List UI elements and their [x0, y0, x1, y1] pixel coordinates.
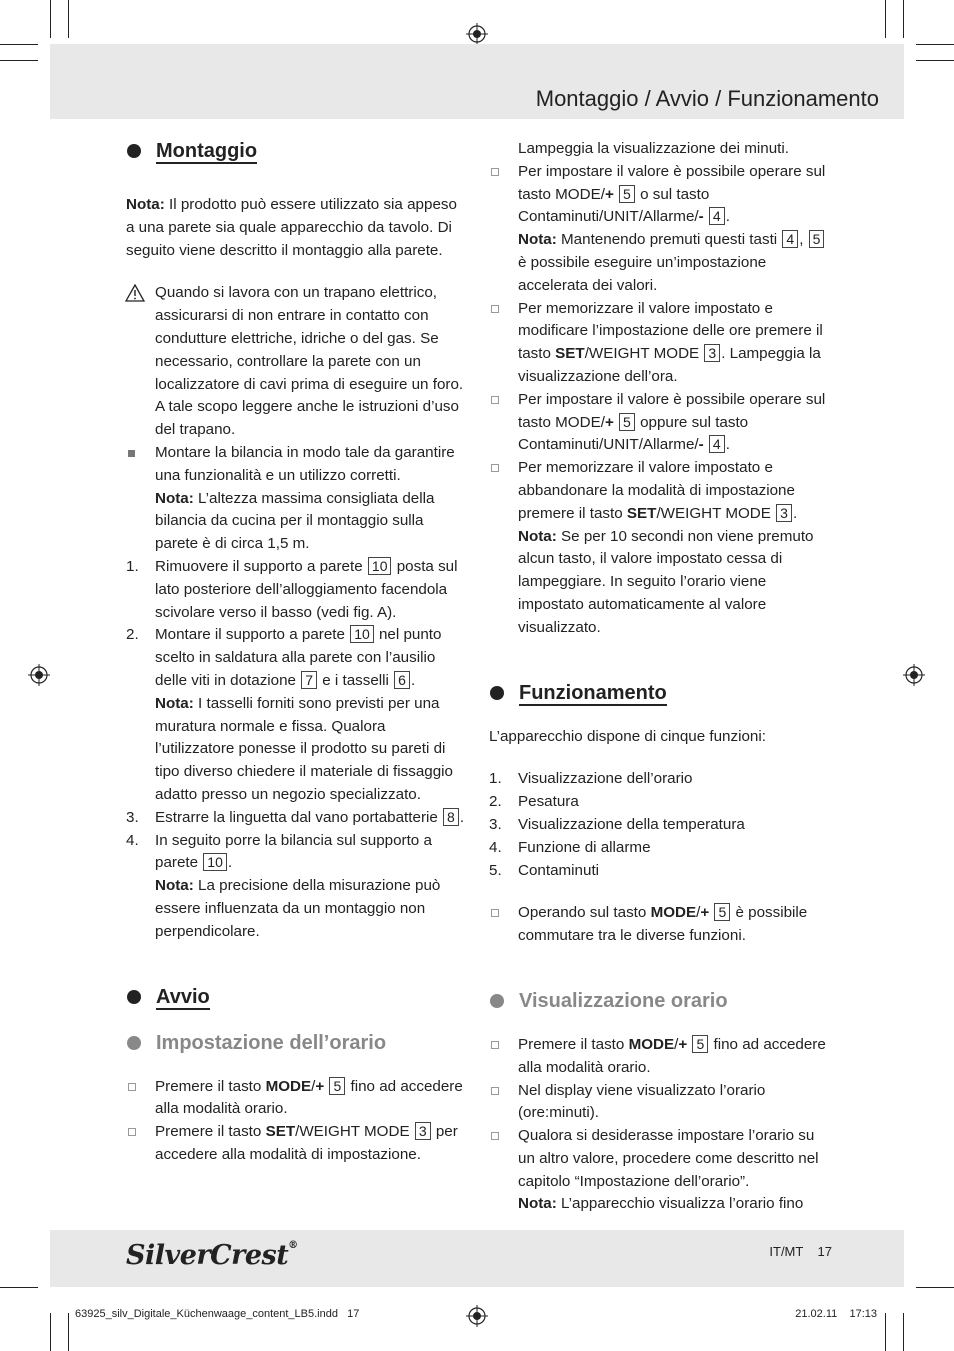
checkbox-item: Premere il tasto SET/WEIGHT MODE 3 per accedere alla modalità di impostazione. [126, 1121, 466, 1167]
reference-number: 10 [368, 557, 392, 575]
function-list-item [489, 791, 834, 814]
reference-number: 5 [619, 413, 635, 431]
checkbox-item: Per memorizzare il valore impostato e abbandonare la modalità di impostazione premere il tasto SET/WEIGHT MODE 3 . Nota: Se per 10 secondi non viene premuto alcun tasto, il valore impostato cessa di lampeggiare. In seguito l’orario viene impostato automaticamente al valore visualizzato. [489, 457, 834, 639]
function-list-number: 1. [489, 770, 502, 788]
crop-mark [885, 0, 886, 38]
reference-number: 3 [415, 1122, 431, 1140]
reference-number: 5 [619, 185, 635, 203]
reference-number: 5 [714, 903, 730, 921]
square-bullet-icon [128, 450, 135, 457]
checkbox-bullet-icon [128, 1083, 136, 1091]
section-heading-funzionamento: Funzionamento [489, 680, 834, 706]
step-item: 4. In seguito porre la bilancia sul supporto a parete 10 . Nota: La precisione della misurazione può essere influenzata da un montaggio non perpendicolare. [126, 831, 441, 940]
crop-mark [0, 44, 38, 45]
function-list-item [489, 860, 834, 883]
continued-line: Lampeggia la visualizzazione dei minuti. [518, 140, 789, 157]
reference-number: 5 [692, 1035, 708, 1053]
crop-mark [916, 1287, 954, 1288]
page-title: Montaggio / Avvio / Funzionamento [535, 86, 879, 111]
crop-mark [903, 0, 904, 38]
page-number: IT/MT 17 [769, 1244, 832, 1259]
crop-mark [916, 44, 954, 45]
checkbox-bullet-icon [491, 168, 499, 176]
right-column [489, 138, 834, 1216]
left-column [126, 138, 466, 1167]
checkbox-bullet-icon [491, 909, 499, 917]
checkbox-item: Per memorizzare il valore impostato e modificare l’impostazione delle ore premere il tasto SET/WEIGHT MODE 3 . Lampeggia la visualizzazione dell’ora. [489, 298, 834, 389]
funzionamento-intro: L’apparecchio dispone di cinque funzioni: [489, 727, 766, 745]
section-heading-montaggio: Montaggio [126, 138, 466, 164]
reference-number: 5 [809, 230, 825, 248]
checkbox-item: Premere il tasto MODE/+ 5 fino ad accedere alla modalità orario. [126, 1076, 466, 1122]
function-list-label: Visualizzazione dell’orario [518, 770, 693, 788]
crop-mark [68, 1313, 69, 1351]
registration-mark-icon [28, 664, 50, 686]
reference-number: 6 [394, 671, 410, 689]
reference-number: 5 [329, 1077, 345, 1095]
warning-item: Quando si lavora con un trapano elettrico, assicurarsi di non entrare in contatto con condutture elettriche, idriche o del gas. Se necessario, controllare la parete con un localizzatore di cavi prima di eseguire un foro. A tale scopo leggere anche le istruzioni d’uso del trapano. [126, 282, 466, 442]
crop-mark [0, 60, 38, 61]
checkbox-bullet-icon [491, 1087, 499, 1095]
reference-number: 10 [350, 625, 374, 643]
function-list-label: Contaminuti [518, 861, 600, 879]
function-list [489, 768, 834, 882]
checkbox-bullet-icon [491, 464, 499, 472]
heading-bullet-icon [127, 144, 141, 158]
crop-mark [50, 0, 51, 38]
function-list-number: 2. [489, 793, 502, 811]
reference-number: 3 [776, 504, 792, 522]
function-list-item [489, 768, 834, 791]
section-heading-avvio: Avvio [126, 984, 466, 1010]
print-date: 21.02.11 17:13 [795, 1308, 877, 1320]
step-item: 1. Rimuovere il supporto a parete 10 posta sul lato posteriore dell’alloggiamento facendola scivolare verso il basso (vedi fig. A). [126, 557, 458, 621]
crop-mark [916, 60, 954, 61]
checkbox-item: Per impostare il valore è possibile operare sul tasto MODE/+ 5 oppure sul tasto Contaminuti/UNIT/Allarme/- 4 . [489, 389, 834, 457]
checkbox-item: Operando sul tasto MODE/+ 5 è possibile commutare tra le diverse funzioni. [489, 902, 834, 948]
step-item: 2. Montare il supporto a parete 10 nel punto scelto in saldatura alla parete con l’ausilio delle viti in dotazione 7 e i tasselli 6 . Nota: I tasselli forniti sono previsti per una muratura normale e fissa. Qualora l’utilizzatore ponesse il prodotto su pareti di tipo diverso chiedere il materiale di fissaggio adatto presso un negozio specializzato. [126, 626, 453, 803]
function-list-number: 5. [489, 861, 502, 879]
reference-number: 4 [709, 207, 725, 225]
checkbox-bullet-icon [491, 1132, 499, 1140]
brand-logo: SilverCrest® [126, 1240, 298, 1271]
checkbox-item: Nel display viene visualizzato l’orario (ore:minuti). [489, 1080, 834, 1126]
checkbox-item: Qualora si desiderasse impostare l’orario su un altro valore, procedere come descritto nel capitolo “Impostazione dell’orario”. Nota: L’apparecchio visualizza l’orario fino [489, 1125, 834, 1216]
bullet-item: Montare la bilancia in modo tale da garantire una funzionalità e un utilizzo corretti. Nota: L’altezza massima consigliata della bilancia da cucina per il montaggio sulla parete è di circa 1,5 m. [126, 442, 466, 556]
checkbox-bullet-icon [491, 1041, 499, 1049]
registration-mark-icon [466, 23, 488, 45]
heading-bullet-icon [490, 686, 504, 700]
registration-mark-icon [466, 1305, 488, 1327]
reference-number: 4 [709, 435, 725, 453]
intro-paragraph: Nota: Il prodotto può essere utilizzato sia appeso a una parete sia quale apparecchio da tavolo. Di seguito viene descritto il montaggio alla parete. [126, 196, 457, 259]
reference-number: 8 [443, 808, 459, 826]
function-list-number: 4. [489, 838, 502, 856]
function-list-item [489, 814, 834, 837]
function-list-label: Funzione di allarme [518, 838, 651, 856]
heading-bullet-icon [127, 1036, 141, 1050]
checkbox-bullet-icon [491, 305, 499, 313]
registration-mark-icon [903, 664, 925, 686]
function-list-label: Pesatura [518, 793, 579, 811]
crop-mark [885, 1313, 886, 1351]
function-list-label: Visualizzazione della temperatura [518, 815, 745, 833]
step-item: 3. Estrarre la linguetta dal vano portabatterie 8 . [126, 808, 465, 826]
reference-number: 10 [203, 853, 227, 871]
function-list-item [489, 837, 834, 860]
crop-mark [50, 1313, 51, 1351]
checkbox-item: Premere il tasto MODE/+ 5 fino ad accedere alla modalità orario. [489, 1034, 834, 1080]
heading-bullet-icon [490, 994, 504, 1008]
heading-bullet-icon [127, 990, 141, 1004]
indd-file-label: 63925_silv_Digitale_Küchenwaage_content_LB5.indd 17 [75, 1308, 360, 1320]
checkbox-item: Per impostare il valore è possibile operare sul tasto MODE/+ 5 o sul tasto Contaminuti/UNIT/Allarme/- 4 . Nota: Mantenendo premuti questi tasti 4 , 5 è possibile eseguire un’impostazione accelerata dei valori. [489, 161, 834, 298]
function-list-number: 3. [489, 815, 502, 833]
crop-mark [903, 1313, 904, 1351]
checkbox-bullet-icon [491, 396, 499, 404]
reference-number: 4 [782, 230, 798, 248]
checkbox-bullet-icon [128, 1128, 136, 1136]
reference-number: 7 [301, 671, 317, 689]
subsection-heading-impostazione: Impostazione dell’orario [126, 1030, 466, 1056]
crop-mark [68, 0, 69, 38]
reference-number: 3 [704, 344, 720, 362]
subsection-heading-visualizzazione: Visualizzazione orario [489, 988, 834, 1014]
crop-mark [0, 1287, 38, 1288]
